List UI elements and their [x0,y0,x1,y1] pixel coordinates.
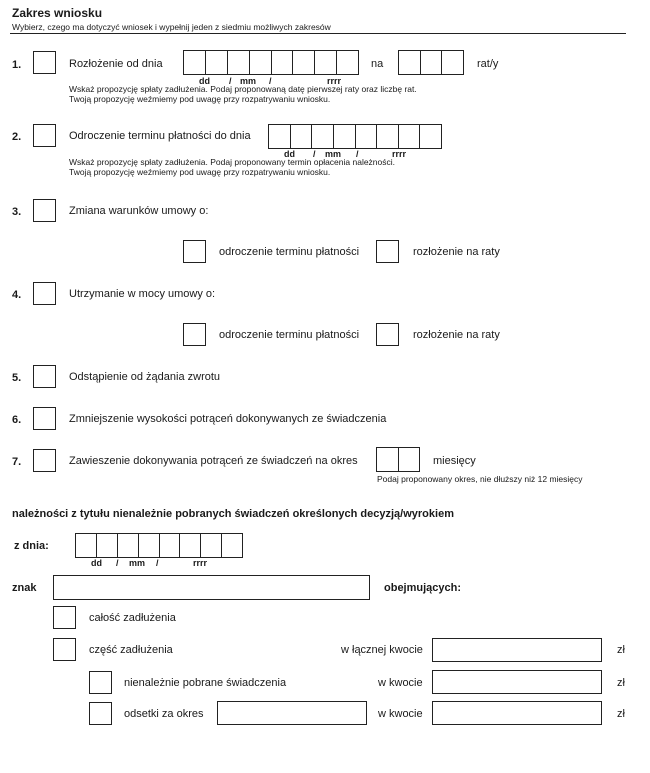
item-3-label: Zmiana warunków umowy o: [69,205,209,217]
item-1-date-yyyy: rrrr [327,76,342,86]
interest-amount-input[interactable] [432,701,602,725]
item-4-option-deferral-checkbox[interactable] [183,323,206,346]
whole-debt-label: całość zadłużenia [89,612,176,624]
item-1-na-label: na [371,58,384,70]
header-divider [10,33,626,34]
item-3-option-installments-checkbox[interactable] [376,240,399,263]
undue-benefits-checkbox[interactable] [89,671,112,694]
item-5-number: 5. [12,372,22,384]
item-2-number: 2. [12,131,22,143]
interest-amount-currency: zł [617,708,625,720]
item-4-option-installments-label: rozłożenie na raty [413,329,500,341]
item-5-checkbox[interactable] [33,365,56,388]
item-2-date-dd: dd [284,149,295,159]
debt-date-dd: dd [91,558,102,568]
item-1-checkbox[interactable] [33,51,56,74]
item-1-label: Rozłożenie od dnia [69,58,163,70]
item-3-option-deferral-label: odroczenie terminu płatności [219,246,360,258]
item-1-date-mm: mm [240,76,257,86]
item-4-option-installments-checkbox[interactable] [376,323,399,346]
sign-label: znak [12,582,37,594]
undue-amount-label: w kwocie [378,677,423,689]
item-3-number: 3. [12,206,22,218]
item-5-label: Odstąpienie od żądania zwrotu [69,371,221,383]
item-2-date-sep1: / [313,149,316,159]
whole-debt-checkbox[interactable] [53,606,76,629]
item-6-checkbox[interactable] [33,407,56,430]
item-1-date-sep1: / [229,76,232,86]
undue-amount-input[interactable] [432,670,602,694]
item-7-unit: miesięcy [433,455,476,467]
total-amount-label: w łącznej kwocie [341,644,423,656]
item-2-date-input[interactable] [268,124,442,149]
item-7-months-input[interactable] [376,447,420,472]
debt-date-sep2: / [156,558,159,568]
item-7-number: 7. [12,456,22,468]
undue-amount-currency: zł [617,677,625,689]
item-3-option-deferral-checkbox[interactable] [183,240,206,263]
item-2-date-sep2: / [356,149,359,159]
total-amount-currency: zł [617,644,625,656]
item-7-hint: Podaj proponowany okres, nie dłuższy niż 12 miesięcy [377,474,583,484]
item-2-checkbox[interactable] [33,124,56,147]
item-2-hint-1: Wskaż propozycję spłaty zadłużenia. Podaj proponowany termin opłacenia należności. [69,157,396,167]
item-1-date-input[interactable] [183,50,359,75]
interest-amount-label: w kwocie [378,708,423,720]
section-subtitle: Wybierz, czego ma dotyczyć wniosek i wypełnij jeden z siedmiu możliwych zakresów [12,22,331,32]
interest-checkbox[interactable] [89,702,112,725]
interest-period-input[interactable] [217,701,367,725]
item-1-installments-input[interactable] [398,50,464,75]
item-4-label: Utrzymanie w mocy umowy o: [69,288,216,300]
debt-date-mm: mm [129,558,146,568]
debt-date-label: z dnia: [14,540,49,552]
item-6-number: 6. [12,414,22,426]
item-2-hint-2: Twoją propozycję weźmiemy pod uwagę przy rozpatrywaniu wniosku. [69,167,331,177]
item-1-hint-1: Wskaż propozycję spłaty zadłużenia. Podaj proponowaną datę pierwszej raty oraz liczbę rat. [69,84,417,94]
item-7-label: Zawieszenie dokonywania potrąceń ze świadczeń na okres [69,455,358,467]
undue-benefits-label: nienależnie pobrane świadczenia [124,677,287,689]
item-1-date-sep2: / [269,76,272,86]
item-1-number: 1. [12,59,22,71]
item-3-checkbox[interactable] [33,199,56,222]
item-2-label: Odroczenie terminu płatności do dnia [69,130,251,142]
item-2-date-mm: mm [325,149,342,159]
item-6-label: Zmniejszenie wysokości potrąceń dokonywanych ze świadczenia [69,413,387,425]
covering-label: obejmujących: [384,582,462,594]
item-4-number: 4. [12,289,22,301]
part-debt-label: część zadłużenia [89,644,173,656]
item-1-hint-2: Twoją propozycję weźmiemy pod uwagę przy rozpatrywaniu wniosku. [69,94,331,104]
interest-label: odsetki za okres [124,708,204,720]
debt-heading: należności z tytułu nienależnie pobranych świadczeń określonych decyzją/wyrokiem [12,508,454,520]
item-1-unit: rat/y [477,58,499,70]
sign-input[interactable] [53,575,370,600]
item-4-checkbox[interactable] [33,282,56,305]
item-1-date-dd: dd [199,76,210,86]
debt-date-sep1: / [116,558,119,568]
section-title: Zakres wniosku [12,6,103,20]
total-amount-input[interactable] [432,638,602,662]
item-4-option-deferral-label: odroczenie terminu płatności [219,329,360,341]
item-7-checkbox[interactable] [33,449,56,472]
item-3-option-installments-label: rozłożenie na raty [413,246,500,258]
item-2-date-yyyy: rrrr [392,149,407,159]
debt-date-input[interactable] [75,533,243,558]
part-debt-checkbox[interactable] [53,638,76,661]
debt-date-yyyy: rrrr [193,558,208,568]
